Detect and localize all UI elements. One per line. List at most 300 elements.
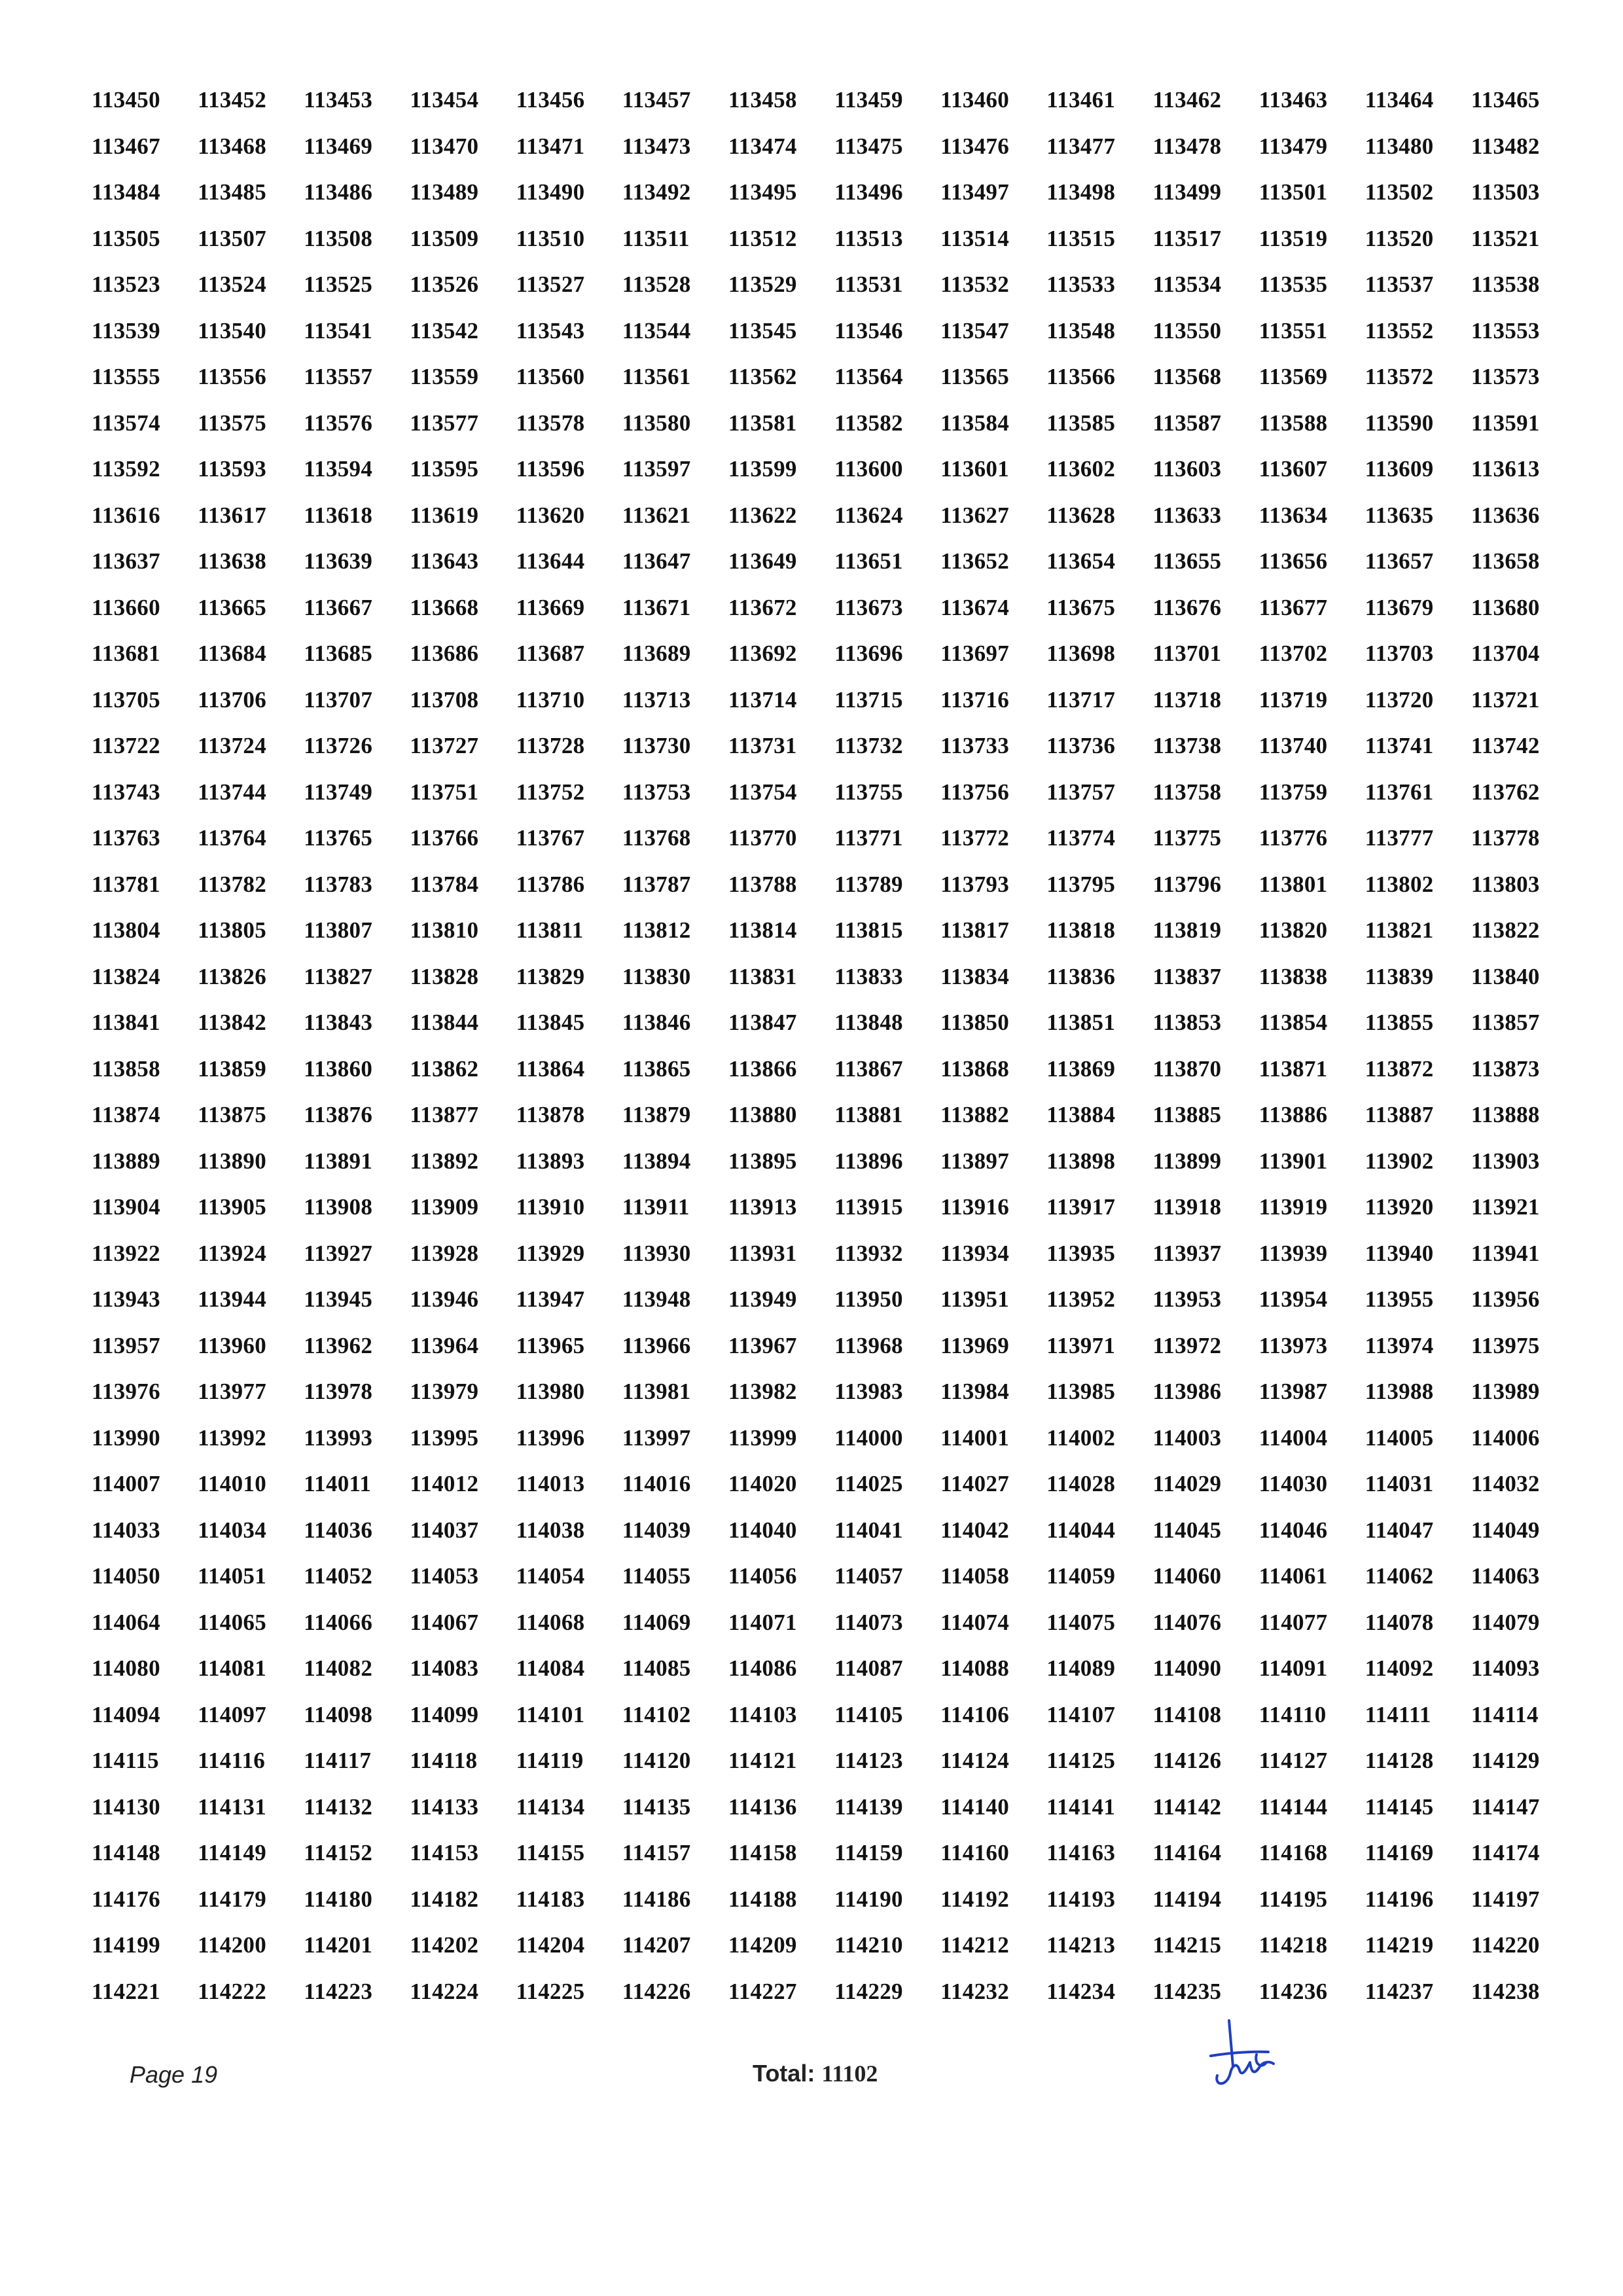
list-number: 114073 bbox=[834, 1609, 903, 1635]
list-number: 113885 bbox=[1152, 1102, 1222, 1127]
list-number: 113702 bbox=[1258, 641, 1328, 666]
list-number: 114007 bbox=[92, 1471, 160, 1496]
list-number: 113824 bbox=[92, 963, 160, 989]
list-number: 113559 bbox=[410, 364, 479, 389]
list-number: 113742 bbox=[1471, 733, 1540, 758]
list-number: 113776 bbox=[1258, 825, 1328, 851]
list-number: 113561 bbox=[622, 364, 691, 389]
list-number: 113582 bbox=[834, 410, 903, 436]
list-number: 113635 bbox=[1364, 502, 1434, 528]
list-number: 113732 bbox=[834, 733, 903, 758]
list-number: 113498 bbox=[1046, 179, 1116, 205]
list-number: 113901 bbox=[1258, 1148, 1328, 1174]
list-number: 113940 bbox=[1364, 1240, 1434, 1266]
list-number: 114036 bbox=[304, 1517, 373, 1543]
list-number: 113793 bbox=[940, 871, 1010, 897]
list-number: 113811 bbox=[516, 917, 584, 943]
list-number: 114235 bbox=[1152, 1978, 1222, 2004]
list-number: 114179 bbox=[198, 1886, 267, 1912]
list-number: 114081 bbox=[198, 1655, 267, 1681]
list-number: 114115 bbox=[92, 1748, 159, 1773]
list-number: 113904 bbox=[92, 1194, 160, 1220]
list-number: 113874 bbox=[92, 1102, 160, 1127]
list-number: 114056 bbox=[728, 1563, 797, 1589]
list-number: 113784 bbox=[410, 871, 479, 897]
list-number: 113770 bbox=[728, 825, 797, 851]
list-number: 114124 bbox=[940, 1748, 1010, 1773]
list-number: 114057 bbox=[834, 1563, 903, 1589]
list-number: 113672 bbox=[728, 594, 797, 620]
list-number: 114071 bbox=[728, 1609, 797, 1635]
list-number: 114083 bbox=[410, 1655, 479, 1681]
list-number: 113927 bbox=[304, 1240, 373, 1266]
list-number: 114059 bbox=[1046, 1563, 1116, 1589]
list-number: 114139 bbox=[834, 1793, 903, 1820]
list-number: 113566 bbox=[1046, 364, 1116, 389]
list-number: 113722 bbox=[92, 733, 160, 758]
list-number: 114076 bbox=[1152, 1609, 1222, 1635]
list-number: 113486 bbox=[304, 179, 373, 205]
list-number: 113527 bbox=[516, 272, 585, 297]
list-number: 113841 bbox=[92, 1010, 160, 1035]
list-number: 113512 bbox=[728, 225, 797, 251]
list-number: 113701 bbox=[1152, 641, 1222, 666]
list-number: 113817 bbox=[940, 917, 1010, 943]
list-number: 113996 bbox=[516, 1424, 585, 1451]
list-number: 113496 bbox=[834, 179, 903, 205]
list-number: 113969 bbox=[940, 1332, 1010, 1358]
list-number: 113456 bbox=[516, 87, 585, 113]
list-number: 114052 bbox=[304, 1563, 373, 1589]
total-value: 11102 bbox=[821, 2060, 878, 2087]
list-number: 113962 bbox=[304, 1332, 373, 1358]
list-number: 113945 bbox=[304, 1286, 373, 1312]
list-number: 113981 bbox=[622, 1379, 691, 1404]
total-count bbox=[753, 2060, 878, 2087]
list-number: 113908 bbox=[304, 1194, 373, 1220]
list-number: 113956 bbox=[1471, 1286, 1540, 1312]
list-number: 113467 bbox=[92, 133, 160, 159]
list-number: 114194 bbox=[1152, 1886, 1222, 1912]
list-number: 113955 bbox=[1364, 1286, 1434, 1312]
list-number: 113777 bbox=[1364, 825, 1434, 851]
list-number: 113546 bbox=[834, 317, 903, 344]
list-number: 113876 bbox=[304, 1102, 373, 1127]
list-number: 113953 bbox=[1152, 1286, 1222, 1312]
list-number: 114062 bbox=[1364, 1563, 1434, 1589]
list-number: 113529 bbox=[728, 272, 797, 297]
list-number: 113523 bbox=[92, 272, 160, 297]
list-number: 113829 bbox=[516, 963, 585, 989]
list-number: 113473 bbox=[622, 133, 691, 159]
list-number: 114164 bbox=[1152, 1840, 1222, 1865]
list-number: 114086 bbox=[728, 1655, 797, 1681]
list-number: 113537 bbox=[1364, 272, 1434, 297]
list-number: 113468 bbox=[198, 133, 267, 159]
page-number: Page 19 bbox=[130, 2061, 218, 2088]
list-number: 113710 bbox=[516, 686, 585, 713]
list-number: 113457 bbox=[622, 87, 691, 113]
list-number: 113915 bbox=[834, 1194, 903, 1220]
list-number: 113979 bbox=[410, 1379, 479, 1404]
list-number: 113560 bbox=[516, 364, 585, 389]
list-number: 113786 bbox=[516, 871, 585, 897]
list-number: 114090 bbox=[1152, 1655, 1222, 1681]
list-number: 114075 bbox=[1046, 1609, 1116, 1635]
list-number: 113837 bbox=[1152, 963, 1222, 989]
list-number: 113973 bbox=[1258, 1332, 1328, 1358]
list-number: 113753 bbox=[622, 779, 691, 805]
list-number: 113679 bbox=[1364, 594, 1434, 620]
number-list bbox=[92, 77, 1577, 2015]
list-number: 113834 bbox=[940, 963, 1010, 989]
list-number: 113706 bbox=[198, 686, 267, 713]
list-number: 113812 bbox=[622, 917, 691, 943]
list-number: 113720 bbox=[1364, 686, 1434, 713]
list-number: 113836 bbox=[1046, 963, 1116, 989]
list-number: 113698 bbox=[1046, 641, 1116, 666]
list-number: 113713 bbox=[622, 686, 691, 713]
list-number: 113501 bbox=[1258, 179, 1328, 205]
list-number: 114135 bbox=[622, 1793, 691, 1820]
list-number: 114232 bbox=[940, 1978, 1010, 2004]
list-number: 113741 bbox=[1364, 733, 1434, 758]
list-number: 113978 bbox=[304, 1379, 373, 1404]
list-number: 114204 bbox=[516, 1932, 585, 1958]
list-number: 113869 bbox=[1046, 1055, 1116, 1082]
list-number: 113881 bbox=[834, 1102, 903, 1127]
list-number: 113531 bbox=[834, 272, 903, 297]
list-number: 113639 bbox=[304, 548, 373, 574]
list-number: 113541 bbox=[304, 317, 373, 344]
list-number: 114111 bbox=[1364, 1701, 1431, 1727]
list-number: 114065 bbox=[198, 1609, 267, 1635]
list-number: 114226 bbox=[622, 1978, 691, 2004]
list-number: 113882 bbox=[940, 1102, 1010, 1127]
list-number: 113550 bbox=[1152, 317, 1222, 344]
list-number: 113528 bbox=[622, 272, 691, 297]
list-number: 114068 bbox=[516, 1609, 585, 1635]
list-number: 113971 bbox=[1046, 1332, 1116, 1358]
list-number: 113903 bbox=[1471, 1148, 1540, 1174]
list-number: 114132 bbox=[304, 1793, 373, 1820]
list-number: 113905 bbox=[198, 1194, 267, 1220]
list-number: 114064 bbox=[92, 1609, 160, 1635]
list-number: 113941 bbox=[1471, 1240, 1540, 1266]
list-number: 113795 bbox=[1046, 871, 1116, 897]
list-number: 113951 bbox=[940, 1286, 1010, 1312]
list-number: 113946 bbox=[410, 1286, 479, 1312]
list-number: 113992 bbox=[198, 1424, 267, 1451]
list-number: 113492 bbox=[622, 179, 691, 205]
list-number: 114192 bbox=[940, 1886, 1010, 1912]
list-number: 113484 bbox=[92, 179, 160, 205]
list-number: 113810 bbox=[410, 917, 479, 943]
list-number: 114129 bbox=[1471, 1748, 1540, 1773]
list-number: 113877 bbox=[410, 1102, 479, 1127]
list-number: 113600 bbox=[834, 456, 903, 482]
list-number: 113872 bbox=[1364, 1055, 1434, 1082]
list-number: 113593 bbox=[198, 456, 267, 482]
list-number: 113461 bbox=[1046, 87, 1116, 113]
list-number: 114047 bbox=[1364, 1517, 1434, 1543]
list-number: 113828 bbox=[410, 963, 479, 989]
list-number: 113788 bbox=[728, 871, 797, 897]
list-number: 113980 bbox=[516, 1379, 585, 1404]
list-number: 113987 bbox=[1258, 1379, 1328, 1404]
list-number: 113454 bbox=[410, 87, 479, 113]
list-number: 114155 bbox=[516, 1840, 585, 1865]
list-number: 113603 bbox=[1152, 456, 1222, 482]
list-number: 113867 bbox=[834, 1055, 903, 1082]
list-number: 113519 bbox=[1258, 225, 1328, 251]
list-number: 114236 bbox=[1258, 1978, 1328, 2004]
list-number: 113854 bbox=[1258, 1010, 1328, 1035]
list-number: 114005 bbox=[1364, 1424, 1434, 1451]
list-number: 113538 bbox=[1471, 272, 1540, 297]
list-number: 113778 bbox=[1471, 825, 1540, 851]
list-number: 113984 bbox=[940, 1379, 1010, 1404]
list-number: 113517 bbox=[1152, 225, 1222, 251]
list-number: 113853 bbox=[1152, 1010, 1222, 1035]
list-number: 113726 bbox=[304, 733, 373, 758]
list-number: 113736 bbox=[1046, 733, 1116, 758]
list-number: 113802 bbox=[1364, 871, 1434, 897]
list-number: 114229 bbox=[834, 1978, 903, 2004]
list-number: 114160 bbox=[940, 1840, 1010, 1865]
list-number: 114119 bbox=[516, 1748, 584, 1773]
list-number: 114107 bbox=[1046, 1701, 1116, 1727]
list-number: 113590 bbox=[1364, 410, 1434, 436]
list-number: 114126 bbox=[1152, 1748, 1222, 1773]
list-number: 113814 bbox=[728, 917, 797, 943]
list-number: 113485 bbox=[198, 179, 267, 205]
list-number: 113474 bbox=[728, 133, 797, 159]
list-number: 114224 bbox=[410, 1978, 479, 2004]
list-number: 114186 bbox=[622, 1886, 691, 1912]
list-number: 113552 bbox=[1364, 317, 1434, 344]
list-number: 113821 bbox=[1364, 917, 1434, 943]
list-number: 113805 bbox=[198, 917, 267, 943]
list-number: 114195 bbox=[1258, 1886, 1328, 1912]
list-number: 113845 bbox=[516, 1010, 585, 1035]
list-number: 113844 bbox=[410, 1010, 479, 1035]
list-number: 113671 bbox=[622, 594, 691, 620]
list-number: 113477 bbox=[1046, 133, 1116, 159]
list-number: 113462 bbox=[1152, 87, 1222, 113]
list-number: 114158 bbox=[728, 1840, 797, 1865]
list-number: 113858 bbox=[92, 1055, 160, 1082]
list-number: 114183 bbox=[516, 1886, 585, 1912]
list-number: 114091 bbox=[1258, 1655, 1328, 1681]
list-number: 114061 bbox=[1258, 1563, 1328, 1589]
list-number: 113922 bbox=[92, 1240, 160, 1266]
list-number: 114133 bbox=[410, 1793, 479, 1820]
list-number: 114099 bbox=[410, 1701, 479, 1727]
list-number: 113543 bbox=[516, 317, 585, 344]
list-number: 113781 bbox=[92, 871, 160, 897]
list-number: 113733 bbox=[940, 733, 1010, 758]
list-number: 113592 bbox=[92, 456, 160, 482]
list-number: 113595 bbox=[410, 456, 479, 482]
list-number: 113584 bbox=[940, 410, 1010, 436]
list-number: 114097 bbox=[198, 1701, 267, 1727]
list-number: 114200 bbox=[198, 1932, 267, 1958]
list-number: 113892 bbox=[410, 1148, 479, 1174]
list-number: 113478 bbox=[1152, 133, 1222, 159]
list-number: 113931 bbox=[728, 1240, 797, 1266]
list-number: 113548 bbox=[1046, 317, 1116, 344]
list-number: 113599 bbox=[728, 456, 797, 482]
list-number: 113846 bbox=[622, 1010, 691, 1035]
list-number: 113972 bbox=[1152, 1332, 1222, 1358]
list-number: 113822 bbox=[1471, 917, 1540, 943]
list-number: 114130 bbox=[92, 1793, 160, 1820]
list-number: 113894 bbox=[622, 1148, 691, 1174]
list-number: 114157 bbox=[622, 1840, 691, 1865]
list-number: 114038 bbox=[516, 1517, 585, 1543]
list-number: 113617 bbox=[198, 502, 267, 528]
list-number: 113490 bbox=[516, 179, 585, 205]
list-number: 113458 bbox=[728, 87, 797, 113]
list-number: 113866 bbox=[728, 1055, 797, 1082]
list-number: 113576 bbox=[304, 410, 373, 436]
list-number: 114029 bbox=[1152, 1471, 1222, 1496]
list-number: 113859 bbox=[198, 1055, 267, 1082]
list-number: 113656 bbox=[1258, 548, 1328, 574]
list-number: 113601 bbox=[940, 456, 1010, 482]
list-number: 113862 bbox=[410, 1055, 479, 1082]
list-number: 113924 bbox=[198, 1240, 267, 1266]
list-number: 114127 bbox=[1258, 1748, 1328, 1773]
list-number: 114067 bbox=[410, 1609, 479, 1635]
list-number: 113921 bbox=[1471, 1194, 1540, 1220]
list-number: 113743 bbox=[92, 779, 160, 805]
list-number: 113724 bbox=[198, 733, 267, 758]
list-number: 114128 bbox=[1364, 1748, 1434, 1773]
list-number: 114069 bbox=[622, 1609, 691, 1635]
list-number: 114041 bbox=[834, 1517, 903, 1543]
list-number: 113897 bbox=[940, 1148, 1010, 1174]
list-number: 113988 bbox=[1364, 1379, 1434, 1404]
list-number: 113957 bbox=[92, 1332, 160, 1358]
list-number: 113954 bbox=[1258, 1286, 1328, 1312]
list-number: 113521 bbox=[1471, 225, 1540, 251]
list-number: 114040 bbox=[728, 1517, 797, 1543]
list-number: 113838 bbox=[1258, 963, 1328, 989]
list-number: 113752 bbox=[516, 779, 585, 805]
list-number: 113624 bbox=[834, 502, 903, 528]
list-number: 113544 bbox=[622, 317, 691, 344]
list-number: 113738 bbox=[1152, 733, 1222, 758]
list-number: 114027 bbox=[940, 1471, 1010, 1496]
list-number: 113843 bbox=[304, 1010, 373, 1035]
list-number: 114182 bbox=[410, 1886, 479, 1912]
list-number: 113557 bbox=[304, 364, 373, 389]
list-number: 114145 bbox=[1364, 1793, 1434, 1820]
list-number: 114053 bbox=[410, 1563, 479, 1589]
list-number: 113675 bbox=[1046, 594, 1116, 620]
list-number: 113855 bbox=[1364, 1010, 1434, 1035]
list-number: 113510 bbox=[516, 225, 585, 251]
list-number: 113545 bbox=[728, 317, 797, 344]
list-number: 114159 bbox=[834, 1840, 903, 1865]
list-number: 113575 bbox=[198, 410, 267, 436]
list-number: 114227 bbox=[728, 1978, 797, 2004]
list-number: 113676 bbox=[1152, 594, 1222, 620]
list-number: 113952 bbox=[1046, 1286, 1116, 1312]
list-number: 113596 bbox=[516, 456, 585, 482]
list-number: 114234 bbox=[1046, 1978, 1116, 2004]
list-number: 114102 bbox=[622, 1701, 691, 1727]
list-number: 113749 bbox=[304, 779, 373, 805]
list-number: 113607 bbox=[1258, 456, 1328, 482]
list-number: 113716 bbox=[940, 686, 1010, 713]
list-number: 113686 bbox=[410, 641, 479, 666]
list-number: 113756 bbox=[940, 779, 1010, 805]
list-number: 114080 bbox=[92, 1655, 160, 1681]
list-number: 113674 bbox=[940, 594, 1010, 620]
list-number: 114190 bbox=[834, 1886, 903, 1912]
list-number: 114213 bbox=[1046, 1932, 1116, 1958]
list-number: 114123 bbox=[834, 1748, 903, 1773]
list-number: 114082 bbox=[304, 1655, 373, 1681]
list-number: 113848 bbox=[834, 1010, 903, 1035]
list-number: 114037 bbox=[410, 1517, 479, 1543]
list-number: 113774 bbox=[1046, 825, 1116, 851]
list-number: 114098 bbox=[304, 1701, 373, 1727]
list-number: 113533 bbox=[1046, 272, 1116, 297]
list-number: 113851 bbox=[1046, 1010, 1116, 1035]
list-number: 113464 bbox=[1364, 87, 1434, 113]
list-number: 114202 bbox=[410, 1932, 479, 1958]
list-number: 114055 bbox=[622, 1563, 691, 1589]
list-number: 113990 bbox=[92, 1424, 160, 1451]
list-number: 113875 bbox=[198, 1102, 267, 1127]
list-number: 113655 bbox=[1152, 548, 1222, 574]
list-number: 113884 bbox=[1046, 1102, 1116, 1127]
list-number: 113968 bbox=[834, 1332, 903, 1358]
list-number: 114188 bbox=[728, 1886, 797, 1912]
list-number: 113789 bbox=[834, 871, 903, 897]
list-number: 113758 bbox=[1152, 779, 1222, 805]
list-number: 114092 bbox=[1364, 1655, 1434, 1681]
list-number: 114001 bbox=[940, 1424, 1010, 1451]
list-number: 113620 bbox=[516, 502, 585, 528]
list-number: 113935 bbox=[1046, 1240, 1116, 1266]
list-number: 113588 bbox=[1258, 410, 1328, 436]
list-number: 113718 bbox=[1152, 686, 1222, 713]
list-number: 113495 bbox=[728, 179, 797, 205]
list-number: 113910 bbox=[516, 1194, 585, 1220]
list-number: 114049 bbox=[1471, 1517, 1540, 1543]
list-number: 113772 bbox=[940, 825, 1010, 851]
list-number: 113916 bbox=[940, 1194, 1010, 1220]
list-number: 113976 bbox=[92, 1379, 160, 1404]
list-number: 113502 bbox=[1364, 179, 1434, 205]
list-number: 113898 bbox=[1046, 1148, 1116, 1174]
list-number: 113815 bbox=[834, 917, 903, 943]
list-number: 113761 bbox=[1364, 779, 1434, 805]
list-number: 113833 bbox=[834, 963, 903, 989]
list-number: 113801 bbox=[1258, 871, 1328, 897]
list-number: 114093 bbox=[1471, 1655, 1540, 1681]
list-number: 113804 bbox=[92, 917, 160, 943]
total-label: Total: bbox=[753, 2060, 822, 2087]
list-number: 113860 bbox=[304, 1055, 373, 1082]
list-number: 113887 bbox=[1364, 1102, 1434, 1127]
list-number: 113556 bbox=[198, 364, 267, 389]
